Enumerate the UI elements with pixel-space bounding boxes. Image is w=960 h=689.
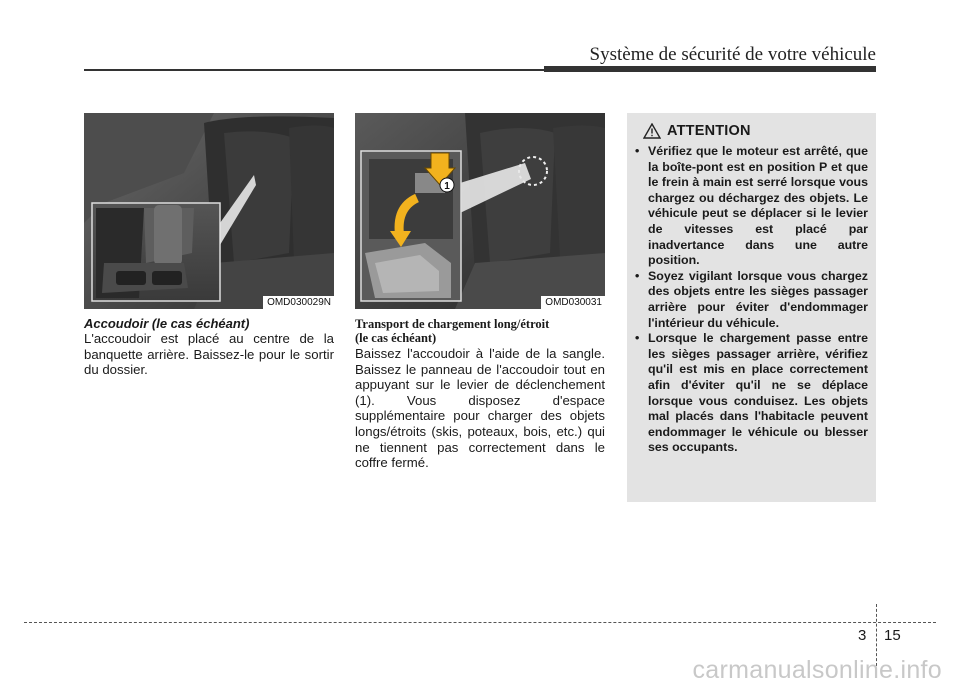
section-text-armrest: L'accoudoir est placé au centre de la banquette arrière. Baissez-le pour le sortir du dossier. (84, 331, 334, 378)
warning-item (635, 144, 868, 269)
section-title-line: (le cas échéant) (355, 331, 437, 345)
bullet: • (635, 331, 640, 346)
section-title-armrest: Accoudoir (le cas échéant) (84, 316, 250, 331)
figure-code: OMD030029N (263, 296, 334, 309)
header-rule-accent (544, 66, 876, 72)
watermark: carmanualsonline.info (692, 656, 942, 684)
section-title-pass-through (355, 317, 605, 345)
warning-list (635, 144, 868, 456)
warning-header (643, 123, 751, 139)
rear-seat-armrest-photo (84, 113, 334, 309)
page-header-title: Système de sécurité de votre véhicule (589, 44, 876, 65)
warning-box (627, 113, 876, 502)
release-lever-callout: 1 (444, 181, 450, 192)
warning-item-text: Soyez vigilant lorsque vous chargez des objets entre les sièges passager arrière pour éviter d'endommager l'intérieur du véhicule. (648, 268, 868, 330)
page-number: 15 (884, 627, 901, 644)
footer-rule (24, 622, 936, 623)
figure-code: OMD030031 (541, 296, 605, 309)
bullet: • (635, 144, 640, 158)
warning-item (635, 331, 868, 456)
warning-item-text: Vérifiez que le moteur est arrêté, que la boîte-pont est en position P et que le frein à main est serré lorsque vous chargez ou déchargez des objets. Le véhicule peut se déplacer si le levier de vitesses est placé par inadvertance dans une autre position. (648, 144, 868, 268)
pass-through-photo (355, 113, 605, 309)
section-text-pass-through: Baissez l'accoudoir à l'aide de la sangle. Baissez le panneau de l'accoudoir tout en appuyant sur le levier de déclenchement (1). Vous disposez d'espace supplémentaire pour charger des objets longs/étroits (skis, poteaux, bois, etc.) qui ne tiennent pas correctement dans le coffre fermé. (355, 346, 605, 471)
warning-item-text: Lorsque le chargement passe entre les sièges passager arrière, vérifiez qu'il est mis en place correctement afin d'éviter qu'il ne se déplace lorsque vous conduisez. Les objets mal placés dans l'habitacle peuvent endommager le véhicule ou blesser ses occupants. (648, 331, 868, 455)
bullet: • (635, 268, 640, 283)
chapter-number: 3 (858, 627, 867, 644)
warning-item (635, 269, 868, 331)
warning-label: ATTENTION (667, 123, 751, 139)
warning-triangle-icon (643, 123, 661, 139)
section-title-line: Transport de chargement long/étroit (355, 317, 550, 331)
